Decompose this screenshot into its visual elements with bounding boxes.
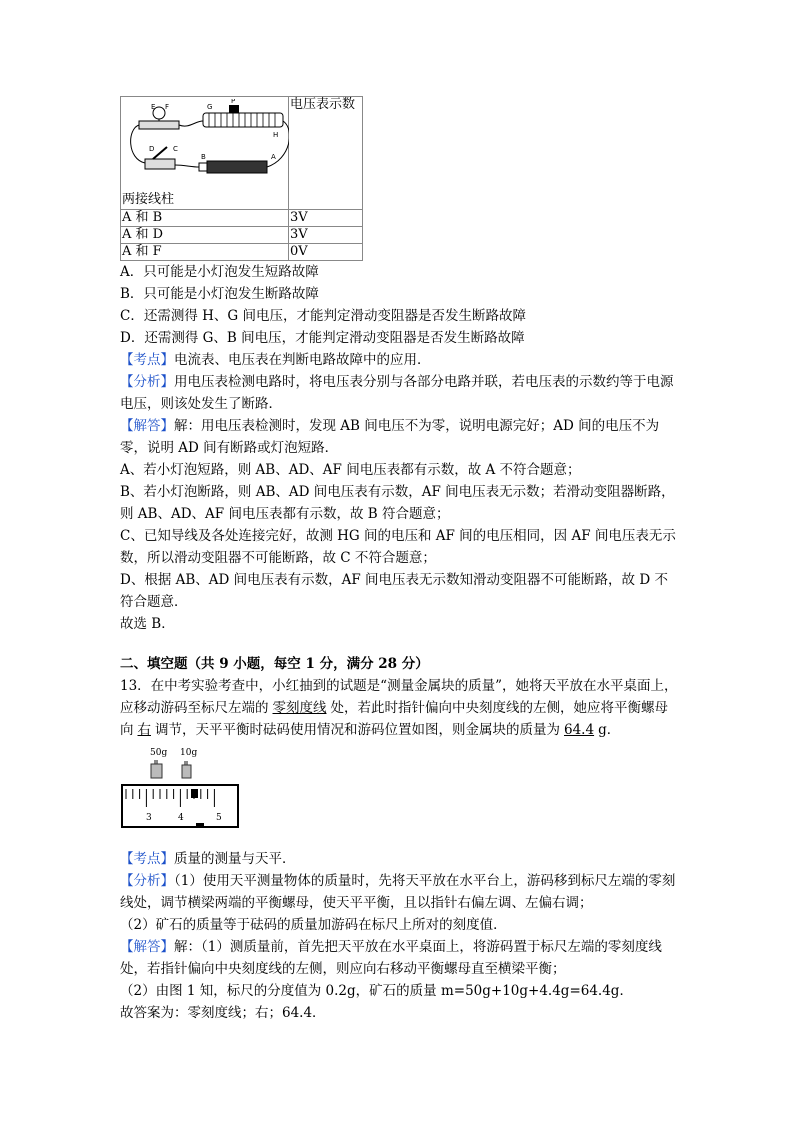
circuit-diagram	[123, 99, 289, 189]
weight-label-10g: 10g	[180, 748, 198, 758]
label-p: P	[231, 99, 236, 105]
q13-jieda-text: 解：（1）测质量前，首先把天平放在水平桌面上，将游码置于标尺左端的零刻度线处，若指针偏向中央刻度线的左侧，则应向右移动平衡螺母直至横梁平衡；	[120, 939, 662, 977]
tag-kaodian: 【考点】	[120, 352, 174, 368]
table-row	[121, 227, 363, 244]
q13-kaodian	[120, 848, 680, 870]
answer-blank-1: 零刻度线	[272, 700, 327, 716]
q12-kaodian	[120, 349, 680, 371]
label-c: C	[173, 145, 178, 153]
section-heading: 二、填空题（共 9 小题，每空 1 分，满分 28 分）	[120, 656, 429, 672]
page	[120, 96, 680, 1024]
table-row	[121, 244, 363, 261]
q12-jieda-b: B、若小灯泡断路，则 AB、AD 间电压表有示数，AF 间电压表无示数；若滑动变阻器断路，则 AB、AD、AF 间电压表都有示数，故 B 符合题意；	[120, 484, 675, 522]
label-f: F	[165, 103, 170, 111]
rider-bottom-mark	[196, 823, 204, 827]
q13-text-2: 处，若此时指针偏向中央刻度线的左侧，她应将平衡螺母向	[120, 700, 668, 738]
q12-fenxi	[120, 371, 680, 415]
q12-jieda-text: 解：用电压表检测时，发现 AB 间电压不为零，说明电源完好；AD 间的电压不为零，说明 AD 间有断路或灯泡短路．	[120, 418, 660, 456]
column-header-pair: 两接线柱	[122, 192, 175, 207]
label-h: H	[273, 131, 279, 139]
cell-pair: A 和 B	[121, 210, 289, 227]
tag-jieda: 【解答】	[120, 418, 174, 434]
q13-fenxi-text: （1）使用天平测量物体的质量时，先将天平放在水平台上，游码移到标尺左端的零刻线处，调节横梁两端的平衡螺母，使天平平衡，且以指针右偏左调、左偏右调；	[120, 873, 676, 911]
cell-voltage: 3V	[289, 210, 363, 227]
q13-kaodian-text: 质量的测量与天平．	[174, 851, 296, 867]
option-b: B．只可能是小灯泡发生断路故障	[120, 286, 319, 302]
weights-and-rider-diagram	[120, 745, 242, 837]
label-b: B	[201, 153, 206, 161]
q12-jieda-d: D、根据 AB、AD 间电压表有示数，AF 间电压表无示数知滑动变阻器不可能断路，故 D 不符合题意．	[120, 572, 668, 610]
cell-voltage: 3V	[289, 227, 363, 244]
tick-label-3: 3	[146, 813, 152, 823]
weight-50g	[151, 760, 162, 778]
cell-pair: A 和 D	[121, 227, 289, 244]
label-g: G	[207, 103, 213, 111]
answer-blank-3: 64.4	[564, 722, 595, 738]
label-a: A	[271, 153, 276, 161]
q13-fenxi	[120, 870, 680, 914]
label-d: D	[149, 145, 155, 153]
option-d: D．还需测得 G、B 间电压，才能判定滑动变阻器是否发生断路故障	[120, 330, 525, 346]
q13-fenxi-2: （2）矿石的质量等于砝码的质量加游码在标尺上所对的刻度值．	[120, 917, 507, 933]
voltage-table	[120, 96, 363, 261]
q13-answer: 故答案为：零刻度线；右；64.4．	[120, 1005, 326, 1021]
q12-fenxi-text: 用电压表检测电路时，将电压表分别与各部分电路并联，若电压表的示数约等于电源电压，则该处发生了断路．	[120, 374, 674, 412]
cell-voltage: 0V	[289, 244, 363, 261]
q12-jieda	[120, 415, 680, 459]
cell-pair: A 和 F	[121, 244, 289, 261]
option-a: A．只可能是小灯泡发生短路故障	[120, 264, 319, 280]
option-c: C．还需测得 H、G 间电压，才能判定滑动变阻器是否发生断路故障	[120, 308, 526, 324]
q12-jieda-c: C、已知导线及各处连接完好，故测 HG 间的电压和 AF 间的电压相同，因 AF 间电压表无示数，所以滑动变阻器不可能断路，故 C 不符合题意；	[120, 528, 676, 566]
q13-text-3: 调节，天平平衡时砝码使用情况和游码位置如图，则金属块的质量为	[155, 722, 560, 738]
tag-kaodian: 【考点】	[120, 851, 174, 867]
q13-text-1: 13．在中考实验考查中，小红抽到的试题是“测量金属块的质量”，她将天平放在水平桌面上，应移动游码至标尺左端的	[120, 678, 678, 716]
q13-jieda	[120, 936, 680, 980]
tag-fenxi: 【分析】	[120, 374, 174, 390]
rider	[191, 789, 198, 798]
q13-text-4: g．	[598, 722, 621, 738]
balance-figure	[120, 745, 680, 844]
tag-fenxi: 【分析】	[120, 873, 174, 889]
q12-jieda-a: A、若小灯泡短路，则 AB、AD、AF 间电压表都有示数，故 A 不符合题意；	[120, 462, 581, 478]
weight-10g	[182, 761, 191, 778]
tick-label-4: 4	[178, 813, 184, 823]
tick-label-5: 5	[216, 813, 222, 823]
q13-jieda-2: （2）由图 1 知，标尺的分度值为 0.2g，矿石的质量 m=50g+10g+4.4g=64.4g．	[120, 983, 633, 999]
q13-stem	[120, 675, 680, 741]
column-header-voltage: 电压表示数	[289, 97, 363, 210]
circuit-cell	[121, 97, 289, 210]
tag-jieda: 【解答】	[120, 939, 174, 955]
weight-label-50g: 50g	[150, 748, 168, 758]
q12-kaodian-text: 电流表、电压表在判断电路故障中的应用．	[174, 352, 431, 368]
answer-blank-2: 右	[137, 722, 151, 738]
table-row	[121, 210, 363, 227]
q12-answer: 故选 B．	[120, 616, 175, 632]
label-e: E	[151, 103, 156, 111]
